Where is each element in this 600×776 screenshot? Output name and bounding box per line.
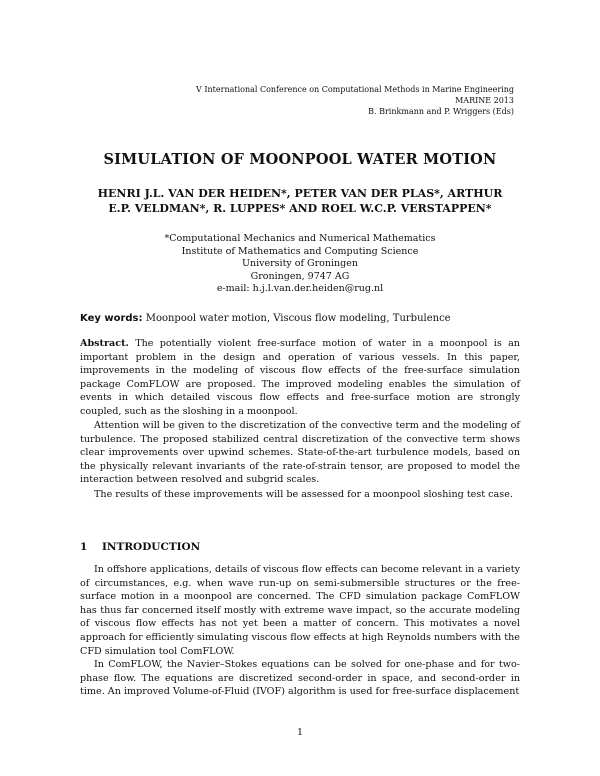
affiliation-institute: Institute of Mathematics and Computing Science [181, 245, 419, 257]
conference-edition: MARINE 2013 [455, 96, 514, 105]
intro-paragraph-1: In offshore applications, details of viscous flow effects can become relevant in a variety of circumstances, e.g. when wave run-up on semi-submersible structures or the free-surface motion in a moonpool are concerned. The CFD simulation package ComFLOW has thus far concerned itself mostly with extreme wave impact, so the accurate modeling of viscous flow effects has not yet been a matter of concern. This motivates a novel approach for efficiently simulating viscous flow effects at high Reynolds numbers with the CFD simulation tool ComFLOW. [80, 564, 520, 657]
keywords [80, 312, 520, 326]
affiliation-block [0, 233, 600, 296]
paper-title: SIMULATION OF MOONPOOL WATER MOTION [103, 151, 497, 168]
keywords-text: Moonpool water motion, Viscous flow modeling, Turbulence [145, 313, 451, 324]
abstract-paragraph-3: The results of these improvements will be assessed for a moonpool sloshing test case. [94, 488, 513, 500]
abstract-text-1: The potentially violent free-surface motion of water in a moonpool is an important problem in the design and operation of various vessels. In this paper, improvements in the modeling of viscous flow effects of the free-surface simulation package ComFLOW are proposed. The improved modeling enables the simulation of events in which detailed viscous flow effects and free-surface motion are strongly coupled, such as the sloshing in a moonpool. [80, 338, 520, 417]
page-number: 1 [296, 727, 304, 738]
section-number: 1 [80, 541, 88, 553]
conference-editors: B. Brinkmann and P. Wriggers (Eds) [368, 107, 514, 116]
abstract-paragraph-1 [80, 337, 520, 419]
affiliation-email: e-mail: h.j.l.van.der.heiden@rug.nl [216, 283, 384, 294]
section-heading [80, 541, 520, 553]
abstract-paragraph-2: Attention will be given to the discretization of the convective term and the modeling of turbulence. The proposed stabilized central discretization of the convective term shows clear improvements over upwind schemes. State-of-the-art turbulence models, based on the physically relevant invariants of the rate-of-strain tensor, are proposed to model the interaction between resolved and subgrid scales. [80, 420, 520, 486]
conference-header [196, 84, 514, 117]
author-line-1: HENRI J.L. VAN DER HEIDEN*, PETER VAN DER PLAS*, ARTHUR [97, 187, 503, 200]
affiliation-department: *Computational Mechanics and Numerical Mathematics [164, 233, 436, 244]
intro-paragraph-2: In ComFLOW, the Navier–Stokes equations can be solved for one-phase and for two-phase flow. The equations are discretized second-order in space, and second-order in time. An improved Volume-of-Fluid (IVOF) algorithm is used for free-surface displacement [80, 659, 520, 698]
keywords-label: Key words: [80, 313, 143, 324]
introduction-body [80, 563, 520, 699]
abstract [80, 337, 520, 501]
conference-name: V International Conference on Computational Methods in Marine Engineering [196, 85, 514, 94]
abstract-label: Abstract. [80, 338, 129, 349]
affiliation-university: University of Groningen [241, 258, 358, 269]
affiliation-city: Groningen, 9747 AG [250, 270, 350, 282]
author-line-2: E.P. VELDMAN*, R. LUPPES* AND ROEL W.C.P. VERSTAPPEN* [108, 202, 492, 215]
author-list [80, 186, 520, 216]
section-title: INTRODUCTION [102, 541, 201, 553]
